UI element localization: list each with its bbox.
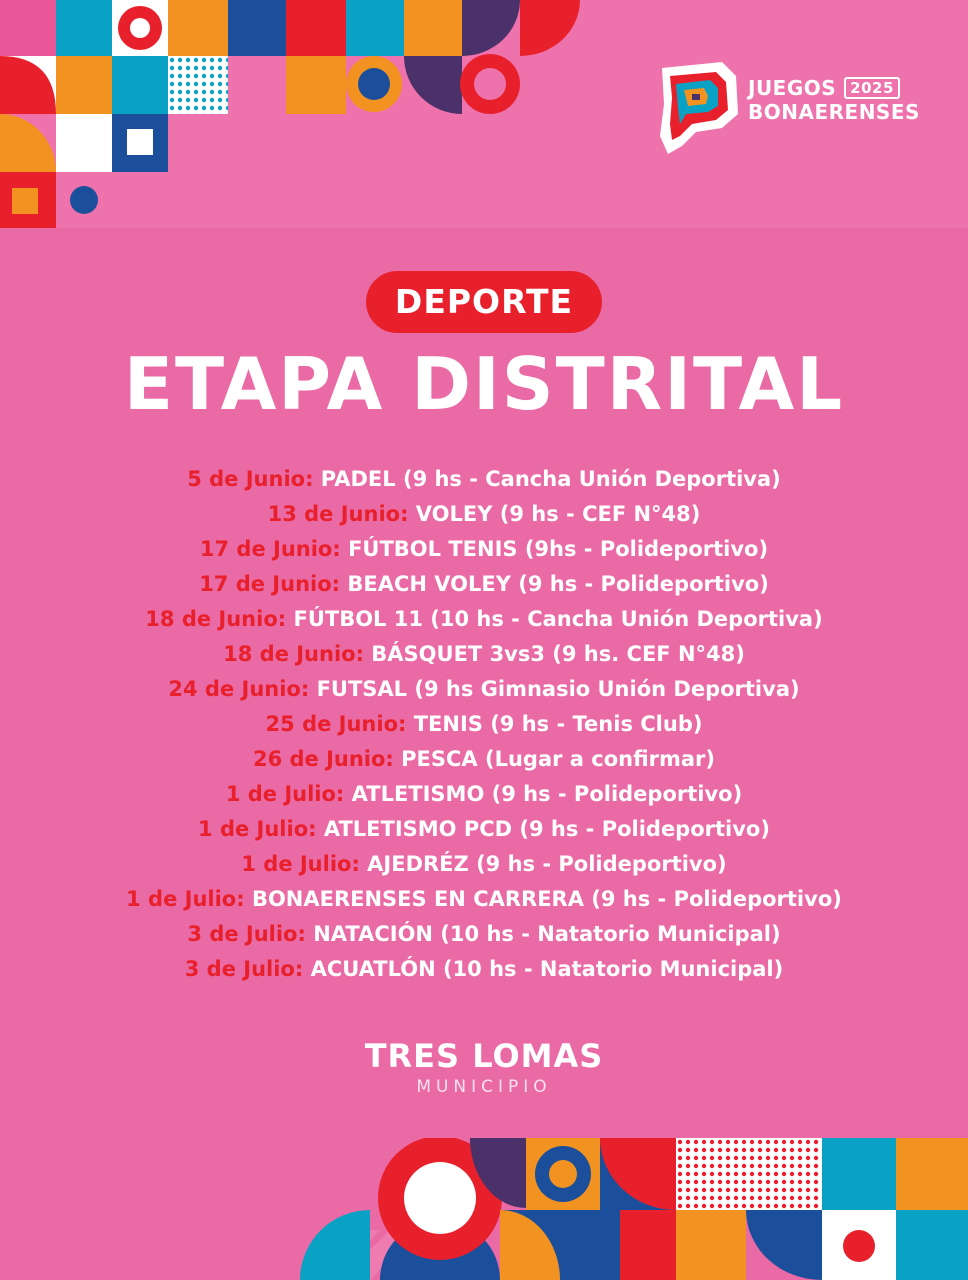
event-detail: ATLETISMO (9 hs - Polideportivo)	[351, 782, 743, 806]
event-date: 25 de Junio:	[265, 712, 407, 736]
event-date: 18 de Junio:	[145, 607, 287, 631]
geometric-pattern-top	[0, 0, 580, 228]
event-date: 17 de Junio:	[199, 537, 341, 561]
list-item	[0, 567, 968, 602]
municipality-subtitle: MUNICIPIO	[416, 1077, 552, 1097]
event-date: 26 de Junio:	[252, 747, 394, 771]
event-detail: VOLEY (9 hs - CEF N°48)	[415, 502, 701, 526]
event-detail: ATLETISMO PCD (9 hs - Polideportivo)	[323, 817, 770, 841]
municipality-logo	[0, 1036, 968, 1098]
list-item	[0, 882, 968, 917]
province-map-icon	[652, 54, 744, 158]
list-item	[0, 462, 968, 497]
event-date: 3 de Julio:	[184, 957, 304, 981]
schedule-list	[0, 462, 968, 987]
event-detail: BÁSQUET 3vs3 (9 hs. CEF N°48)	[371, 642, 745, 666]
event-date: 1 de Julio:	[225, 782, 345, 806]
event-date: 3 de Julio:	[187, 922, 306, 946]
list-item	[0, 917, 968, 952]
event-detail: ACUATLÓN (10 hs - Natatorio Municipal)	[310, 957, 784, 981]
event-date: 5 de Junio:	[187, 467, 314, 491]
juegos-bonaerenses-logo	[652, 54, 922, 158]
event-detail: PADEL (9 hs - Cancha Unión Deportiva)	[320, 467, 781, 491]
category-badge: DEPORTE	[366, 271, 602, 333]
event-detail: BONAERENSES EN CARRERA (9 hs - Polideportivo)	[251, 887, 842, 911]
event-detail: AJEDRÉZ (9 hs - Polideportivo)	[367, 852, 727, 876]
list-item	[0, 777, 968, 812]
event-detail: PESCA (Lugar a confirmar)	[401, 747, 716, 771]
event-detail: NATACIÓN (10 hs - Natatorio Municipal)	[313, 922, 781, 946]
event-date: 13 de Junio:	[267, 502, 409, 526]
logo-title: JUEGOS 2025	[748, 76, 900, 100]
event-detail: FÚTBOL TENIS (9hs - Polideportivo)	[348, 537, 769, 561]
event-date: 24 de Junio:	[168, 677, 310, 701]
municipality-name: TRES LOMAS	[364, 1037, 604, 1075]
list-item	[0, 672, 968, 707]
event-date: 1 de Julio:	[126, 887, 245, 911]
page-title: ETAPA DISTRITAL	[123, 342, 845, 426]
list-item	[0, 497, 968, 532]
event-date: 1 de Julio:	[198, 817, 317, 841]
logo-subtitle: BONAERENSES	[748, 100, 920, 124]
logo-year: 2025	[844, 77, 900, 99]
event-detail: FÚTBOL 11 (10 hs - Cancha Unión Deportiva)	[293, 607, 823, 631]
event-detail: FUTSAL (9 hs Gimnasio Unión Deportiva)	[316, 677, 800, 701]
event-detail: TENIS (9 hs - Tenis Club)	[413, 712, 703, 736]
list-item	[0, 742, 968, 777]
event-date: 18 de Junio:	[223, 642, 364, 666]
event-date: 17 de Junio:	[199, 572, 341, 596]
geometric-pattern-bottom	[300, 1138, 968, 1280]
event-detail: BEACH VOLEY (9 hs - Polideportivo)	[347, 572, 769, 596]
list-item	[0, 602, 968, 637]
list-item	[0, 952, 968, 987]
event-date: 1 de Julio:	[241, 852, 360, 876]
list-item	[0, 812, 968, 847]
list-item	[0, 532, 968, 567]
list-item	[0, 847, 968, 882]
list-item	[0, 707, 968, 742]
list-item	[0, 637, 968, 672]
